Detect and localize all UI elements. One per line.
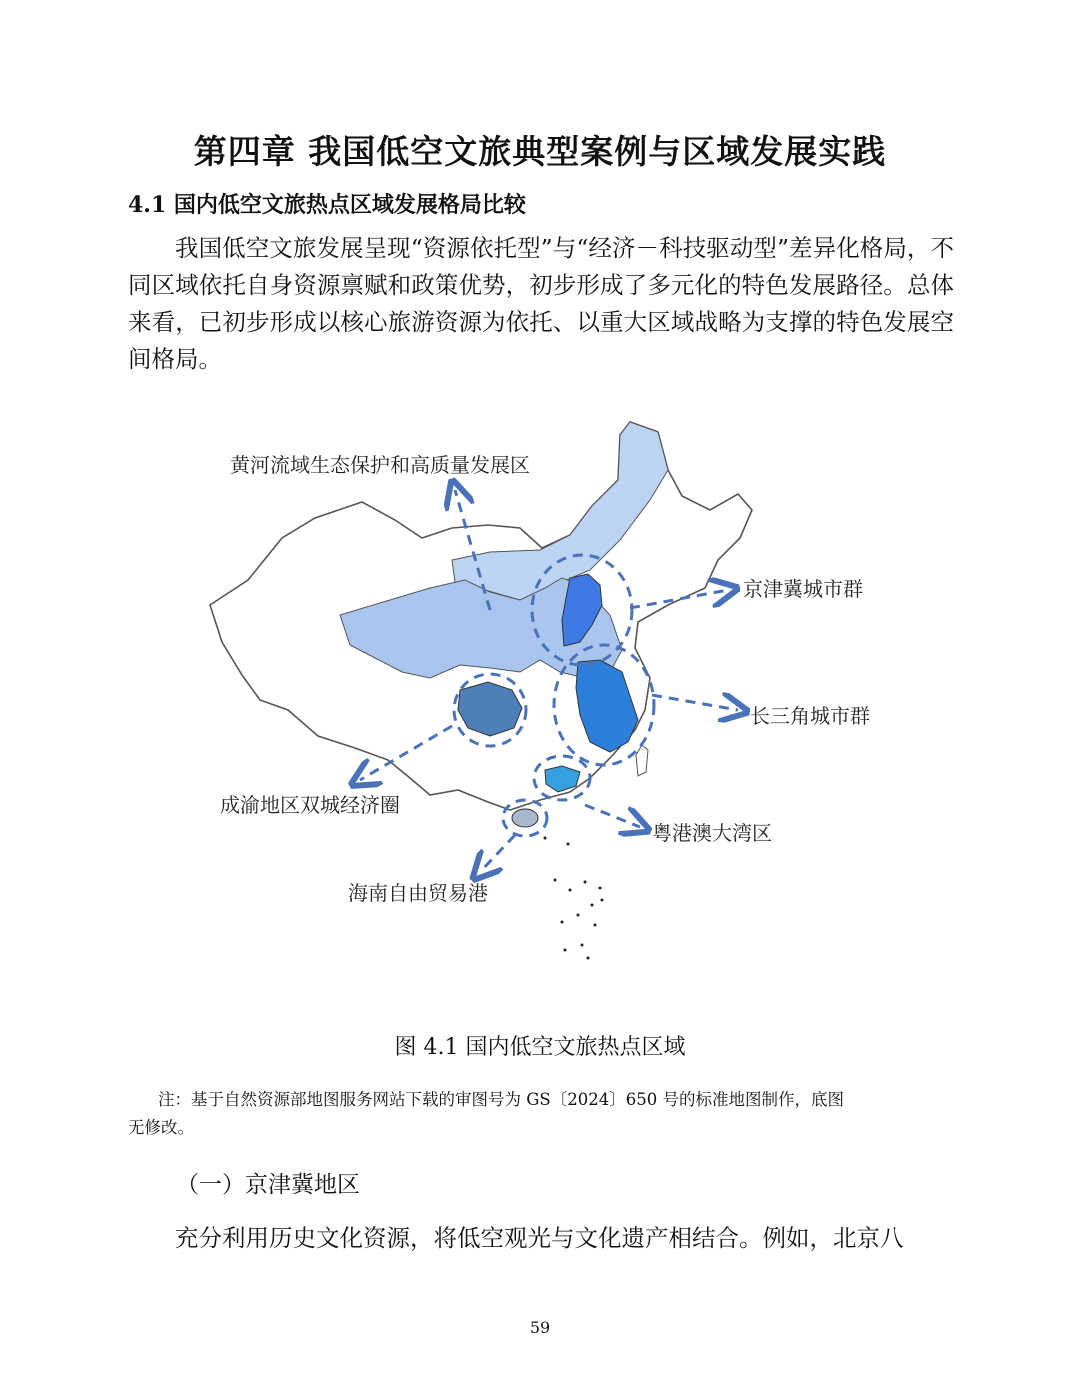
- china-hotspot-map: [190, 410, 890, 990]
- hainan-arrow: [480, 835, 515, 872]
- note-line-2: 无修改。: [128, 1118, 194, 1137]
- label-yangtze-delta: 长三角城市群: [750, 704, 870, 728]
- label-hainan: 海南自由贸易港: [348, 881, 488, 905]
- label-chengyu: 成渝地区双城经济圈: [220, 793, 400, 817]
- subsection-heading: （一）京津冀地区: [176, 1172, 360, 1198]
- section-title: 4.1 国内低空文旅热点区域发展格局比较: [128, 192, 526, 218]
- taiwan-island: [636, 745, 648, 776]
- note-line-1: 注：基于自然资源部地图服务网站下载的审图号为 GS〔2024〕650 号的标准地图制作，底图: [158, 1090, 844, 1109]
- label-yellow-river: 黄河流域生态保护和高质量发展区: [230, 453, 530, 477]
- intro-paragraph: 我国低空文旅发展呈现“资源依托型”与“经济－科技驱动型”差异化格局，不同区域依托自身资源禀赋和政策优势，初步形成了多元化的特色发展路径。总体来看，已初步形成以核心旅游资源为依托、以重大区域战略为支撑的特色发展空间格局。: [128, 234, 954, 373]
- figure-note: [128, 1086, 954, 1142]
- figure-caption: 图 4.1 国内低空文旅热点区域: [394, 1035, 686, 1060]
- yangtze-delta-arrow: [652, 695, 738, 710]
- hainan-island: [512, 809, 538, 827]
- greater-bay-arrow: [585, 805, 640, 827]
- body-paragraph: 充分利用历史文化资源，将低空观光与文化遗产相结合。例如，北京八: [175, 1224, 904, 1252]
- page-number: 59: [529, 1318, 551, 1337]
- south-sea-islands: [544, 837, 604, 960]
- chengyu-region: [458, 682, 522, 736]
- chapter-title: 第四章 我国低空文旅典型案例与区域发展实践: [193, 132, 887, 171]
- label-jingjinji: 京津冀城市群: [743, 577, 863, 601]
- label-greater-bay: 粤港澳大湾区: [652, 821, 772, 845]
